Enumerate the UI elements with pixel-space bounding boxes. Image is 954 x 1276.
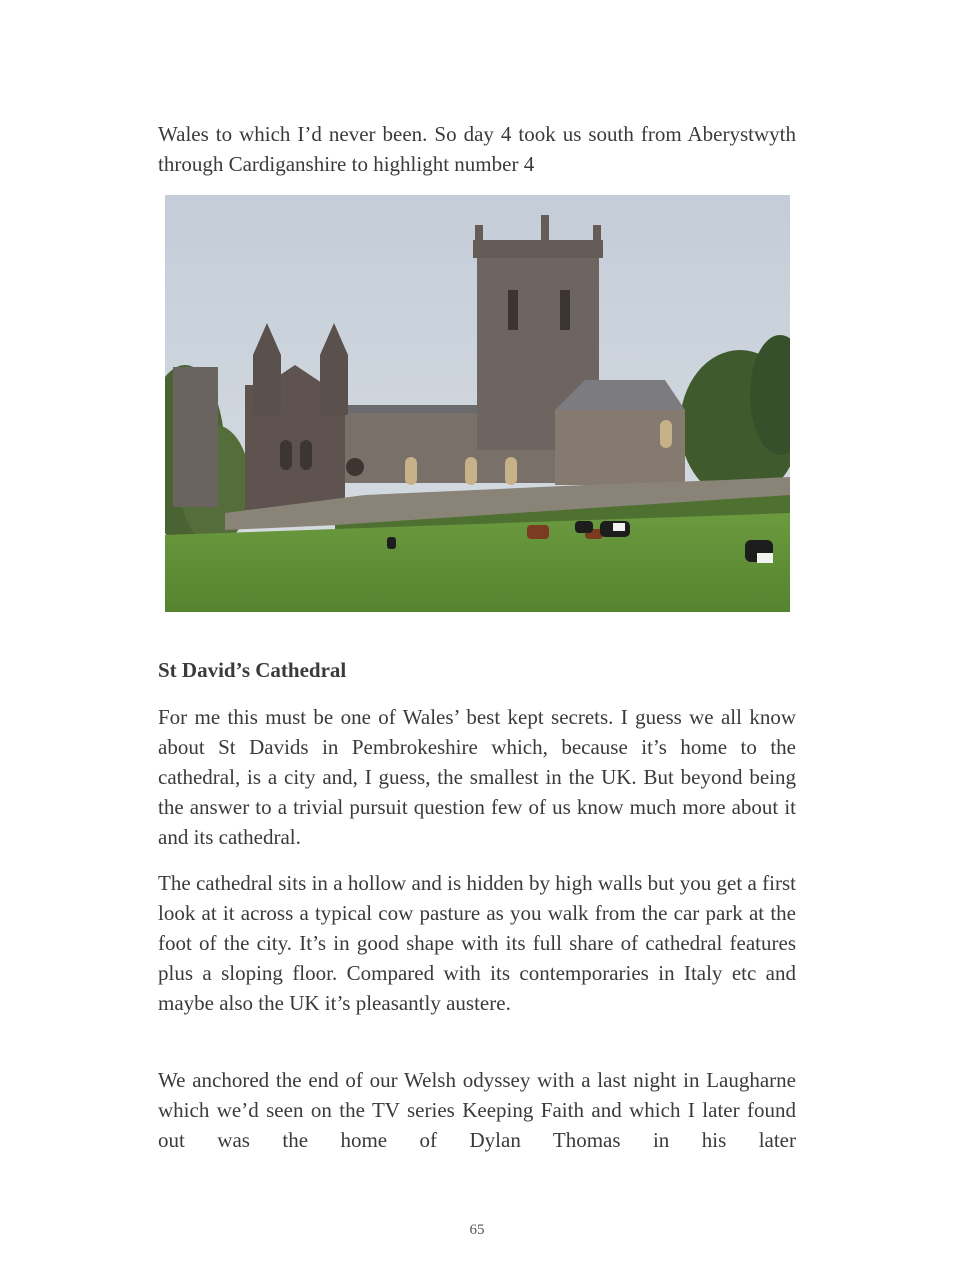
section-heading: St David’s Cathedral [158,658,347,682]
body-paragraph-1: For me this must be one of Wales’ best kept secrets. I guess we all know about St Davids in Pembrokeshire which, because it’s home to the cathedral, is a city and, I guess, the smallest in the UK. But beyond being the answer to a trivial pursuit question few of us know much more about it and its cathedral. [158,705,796,849]
body-paragraph-2: The cathedral sits in a hollow and is hidden by high walls but you get a first look at it across a typical cow pasture as you walk from the car park at the foot of the city. It’s in good shape with its full share of cathedral features plus a sloping floor. Compared with its contemporaries in Italy etc and maybe also the UK it’s pleasantly austere. [158,871,796,1015]
cathedral-photo [165,195,790,612]
intro-paragraph: Wales to which I’d never been. So day 4 took us south from Aberystwyth through Cardiganshire to highlight number 4 [158,122,796,176]
page-number: 65 [469,1222,485,1238]
body-paragraph-3: We anchored the end of our Welsh odyssey with a last night in Laugharne which we’d seen on the TV series Keeping Faith and which I later found out was the home of Dylan Thomas in his later [158,1068,796,1152]
